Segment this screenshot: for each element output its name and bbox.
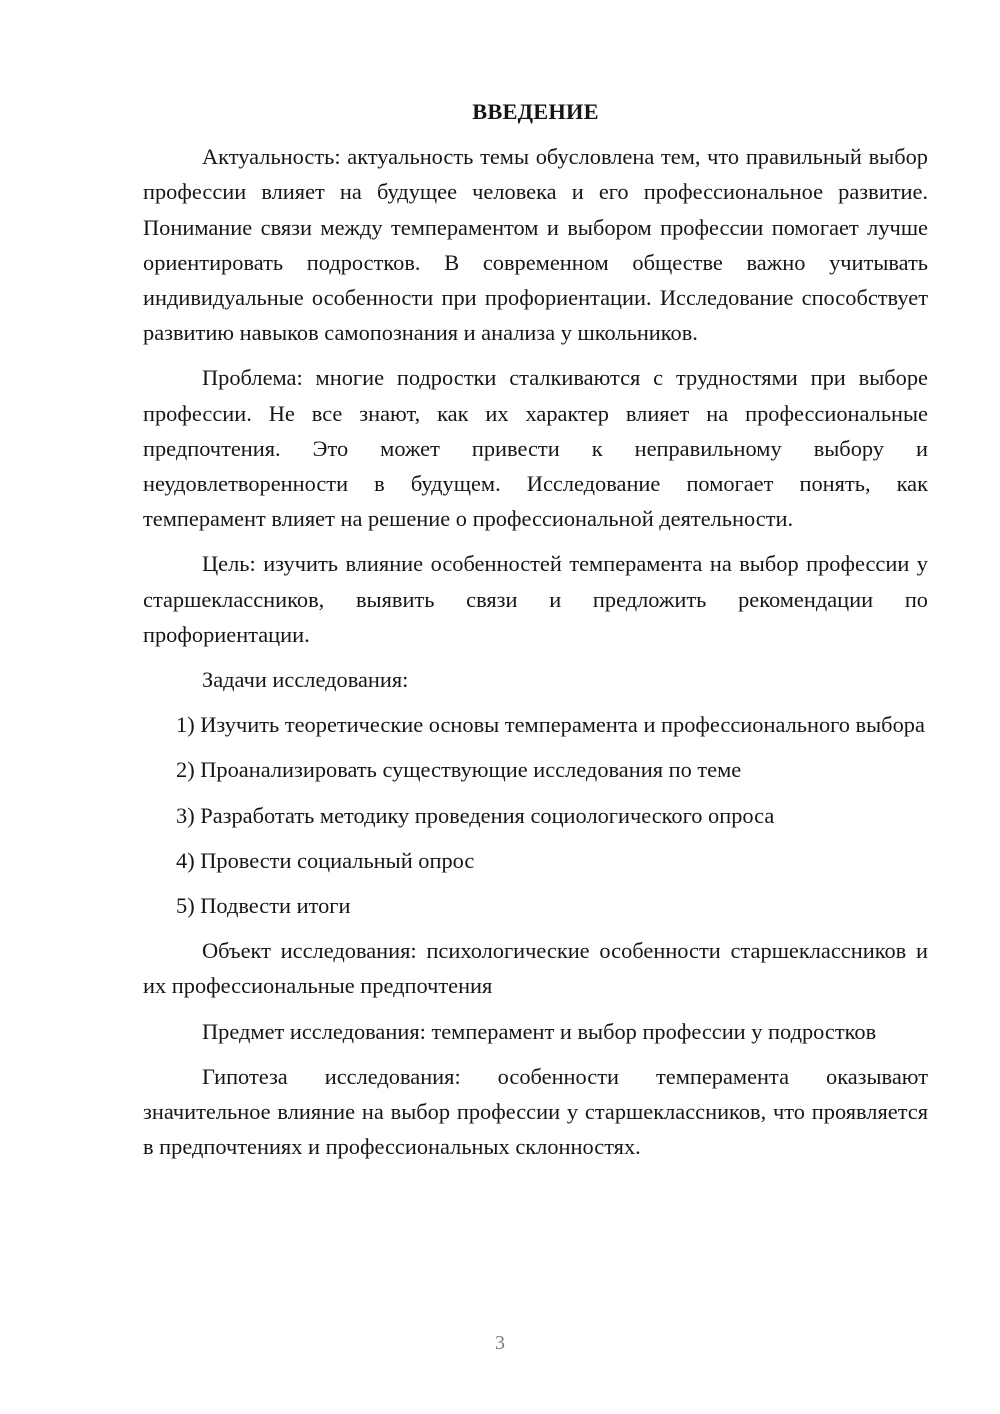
page-number: 3: [495, 1332, 505, 1354]
subject-paragraph: Предмет исследования: темперамент и выбор профессии у подростков: [202, 1018, 877, 1044]
task-item-5: 5) Подвести итоги: [176, 893, 351, 919]
task-item-3: 3) Разработать методику проведения социологического опроса: [176, 802, 775, 828]
relevance-paragraph: Актуальность: актуальность темы обусловлена тем, что правильный выбор профессии влияет на будущее человека и его профессиональное развитие. Понимание связи между темпераментом и выбором профессии помогает лучше ориентировать подростков. В современном обществе важно учитывать индивидуальные особенности при профориентации. Исследование способствует развитию навыков самопознания и анализа у школьников.: [143, 144, 928, 346]
document-page: [143, 94, 928, 1174]
problem-paragraph: Проблема: многие подростки сталкиваются с трудностями при выборе профессии. Не все знают, как их характер влияет на профессиональные предпочтения. Это может привести к неправильному выбору и неудовлетворенности в будущем. Исследование помогает понять, как темперамент влияет на решение о профессиональной деятельности.: [143, 365, 928, 532]
task-item-4: 4) Провести социальный опрос: [176, 847, 475, 873]
tasks-heading: Задачи исследования:: [202, 667, 409, 693]
section-heading: ВВЕДЕНИЕ: [472, 99, 599, 124]
object-paragraph: Объект исследования: психологические особенности старшеклассников и их профессиональные предпочтения: [143, 938, 928, 999]
task-item-2: 2) Проанализировать существующие исследования по теме: [176, 757, 742, 783]
hypothesis-paragraph: Гипотеза исследования: особенности темперамента оказывают значительное влияние на выбор профессии у старшеклассников, что проявляется в предпочтениях и профессиональных склонностях.: [143, 1063, 928, 1160]
goal-paragraph: Цель: изучить влияние особенностей темперамента на выбор профессии у старшеклассников, выявить связи и предложить рекомендации по профориентации.: [143, 551, 928, 647]
task-item-1: 1) Изучить теоретические основы темперамента и профессионального выбора: [176, 712, 925, 738]
